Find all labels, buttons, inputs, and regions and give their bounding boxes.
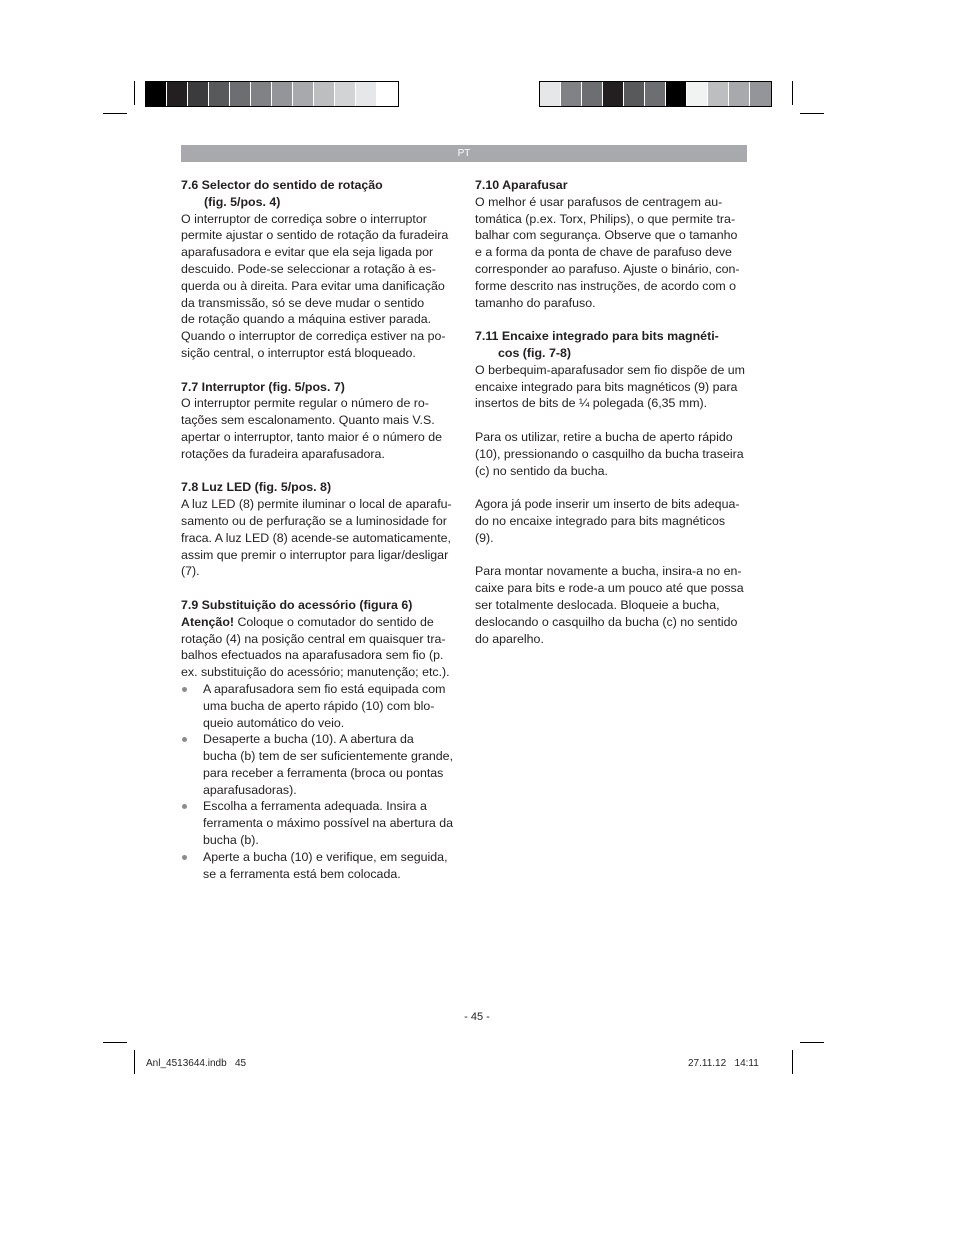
color-swatch (645, 82, 666, 106)
color-swatch (188, 82, 209, 106)
attention-label: Atenção! (181, 614, 235, 629)
crop-mark (134, 1050, 135, 1074)
color-swatch (540, 82, 561, 106)
section-heading: 7.7 Interruptor (fig. 5/pos. 7) (181, 379, 345, 394)
section-paragraph: O interruptor permite regular o número de ro- tações sem escalonamento. Quanto mais V.S. apertar o interruptor, tanto maior é o número de rotações da furadeira aparafusadora. (181, 396, 443, 461)
list-item: A aparafusadora sem fio está equipada com uma bucha de aperto rápido (10) com blo- queio automático do veio. (181, 681, 456, 731)
print-date-label: 27.11.12 14:11 (688, 1058, 759, 1069)
bullet-icon (182, 804, 187, 809)
section-heading: 7.9 Substituição do acessório (figura 6) (181, 597, 413, 612)
color-swatch (582, 82, 603, 106)
crop-mark (103, 1042, 127, 1043)
section-paragraph: Agora já pode inserir um inserto de bits adequa- do no encaixe integrado para bits magnéticos (9). (475, 497, 740, 545)
bullet-icon (182, 855, 187, 860)
color-swatch (687, 82, 708, 106)
color-swatch (750, 82, 771, 106)
color-swatch (335, 82, 356, 106)
color-swatch (729, 82, 750, 106)
page-number: - 45 - (464, 1011, 490, 1023)
section-paragraph: O interruptor de corrediça sobre o interruptor permite ajustar o sentido de rotação da furadeira aparafusadora e evitar que ela seja ligada por descuido. Pode-se seleccionar a rotação à es- querda ou à direita. Para evitar uma danificação da transmissão, só se deve mudar o sentido de rotação quando a máquina estiver parada. Quando o interruptor de corrediça estiver na po- sição central, o interruptor está bloqueado. (181, 211, 449, 360)
color-swatch (603, 82, 624, 106)
crop-mark (792, 1050, 793, 1074)
section-paragraph: O melhor é usar parafusos de centragem au- tomática (p.ex. Torx, Philips), o que permite tra- balhar com segurança. Observe que o tamanho e a forma da ponta de chave de parafuso deve corresponder ao parafuso. Ajuste o binário, con- forme descrito nas instruções, de acordo com o tamanho do parafuso. (475, 194, 740, 310)
color-swatch (666, 82, 687, 106)
section-heading: 7.6 Selector do sentido de rotação (fig. 5/pos. 4) (181, 178, 383, 209)
bullet-list (181, 681, 456, 883)
bullet-icon (182, 687, 187, 692)
right-column (475, 177, 750, 647)
bullet-icon (182, 737, 187, 742)
color-swatch (314, 82, 335, 106)
list-item: Escolha a ferramenta adequada. Insira a ferramenta o máximo possível na abertura da bucha (b). (181, 798, 456, 848)
crop-mark (800, 1042, 824, 1043)
language-header-bar (181, 145, 747, 162)
print-file-label: Anl_4513644.indb 45 (146, 1058, 247, 1069)
color-swatch (209, 82, 230, 106)
color-swatch (146, 82, 167, 106)
crop-mark (800, 113, 824, 114)
section-heading: 7.8 Luz LED (fig. 5/pos. 8) (181, 480, 332, 495)
color-swatch (708, 82, 729, 106)
color-swatch (561, 82, 582, 106)
color-swatch (251, 82, 272, 106)
section-paragraph: A luz LED (8) permite iluminar o local de aparafu- samento ou de perfuração se a luminosidade for fraca. A luz LED (8) acende-se automaticamente, assim que premir o interruptor para ligar/desligar (7). (181, 497, 452, 579)
section-paragraph: O berbequim-aparafusador sem fio dispõe de um encaixe integrado para bits magnéticos (9) para insertos de bits de ¼ polegada (6,35 mm). (475, 362, 745, 411)
crop-mark (103, 113, 127, 114)
left-column (181, 177, 456, 882)
color-swatch (624, 82, 645, 106)
list-item: Aperte a bucha (10) e verifique, em seguida, se a ferramenta está bem colocada. (181, 849, 456, 883)
color-swatch-strip-left (145, 81, 399, 107)
color-swatch (377, 82, 398, 106)
crop-mark (792, 81, 793, 105)
section-paragraph: Para montar novamente a bucha, insira-a no en- caixe para bits e rode-a um pouco até que possa ser totalmente deslocada. Bloqueie a bucha, deslocando o casquilho da bucha (c) no sentido do aparelho. (475, 564, 744, 646)
color-swatch (356, 82, 377, 106)
section-paragraph: Atenção! Coloque o comutador do sentido de rotação (4) na posição central em quaisquer tra- balhos efectuados na aparafusadora sem fio (p. ex. substituição do acessório; manutenção; etc.). (181, 614, 450, 680)
section-heading: 7.10 Aparafusar (475, 178, 568, 192)
color-swatch (230, 82, 251, 106)
color-swatch (293, 82, 314, 106)
section-paragraph: Para os utilizar, retire a bucha de aperto rápido (10), pressionando o casquilho da bucha traseira (c) no sentido da bucha. (475, 429, 744, 478)
color-swatch-strip-right (539, 81, 772, 107)
color-swatch (272, 82, 293, 106)
list-item: Desaperte a bucha (10). A abertura da bucha (b) tem de ser suficientemente grande, para receber a ferramenta (broca ou pontas aparafusadoras). (181, 731, 456, 798)
color-swatch (167, 82, 188, 106)
section-heading: 7.11 Encaixe integrado para bits magnéti- cos (fig. 7-8) (475, 329, 719, 360)
language-label: PT (457, 148, 471, 159)
crop-mark (134, 81, 135, 105)
